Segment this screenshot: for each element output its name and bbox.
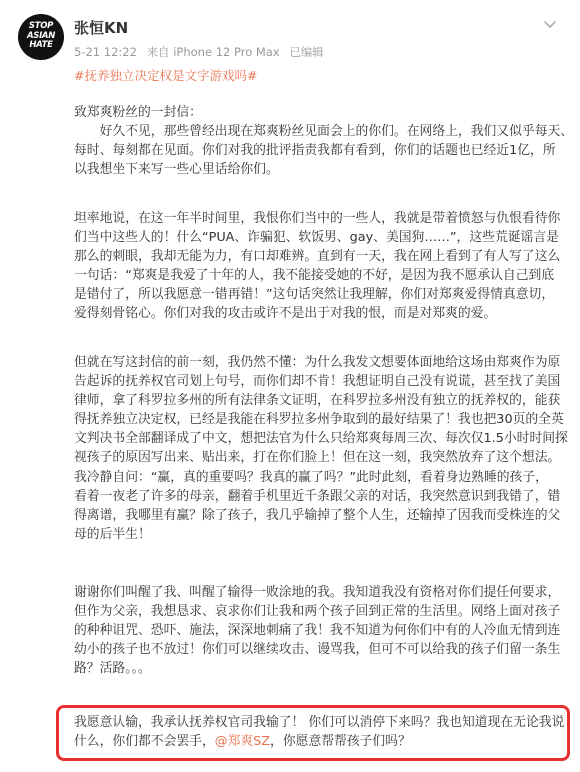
text-line: 得离谱，我哪里有赢？除了孩子，我几乎输掉了整个人生，还输掉了因我而受株连的父: [74, 507, 561, 523]
text-line: 一句话：“郑爽是我爱了十年的人，我不能接受她的不好，是因为我不愿承认自己到底: [74, 268, 555, 284]
post-meta: [74, 44, 330, 60]
paragraph-3: [74, 353, 568, 544]
text-line: 但作为父亲，我想恳求、哀求你们让我和两个孩子回到正常的生活里。网络上面对孩子: [74, 604, 561, 620]
text-line: 律师，拿了科罗拉多州的所有法律条文证明，在科罗拉多州没有独立的抚养权的，能获: [74, 393, 561, 409]
post-body: [74, 103, 574, 703]
text-line: 好久不见，那些曾经出现在郑爽粉丝见面会上的你们。在网络上，我们又似乎每天、: [74, 124, 574, 140]
text-line: 致郑爽粉丝的一封信：: [74, 105, 202, 120]
text-line: 们当中这些人的！什么“PUA、诈骗犯、软饭男、gay、美国狗……”，这些荒诞谣言是: [74, 230, 559, 246]
text-line: 的种种诅咒、恐吓、施法，深深地刺痛了我！我不知道为何你们中有的人冷血无情到连: [74, 623, 561, 639]
mention-link[interactable]: @郑爽SZ: [214, 734, 271, 750]
text-line: 每时、每刻都在见面。你们对我的批评指责我都有看到，你们的话题也已经近1亿，所: [74, 143, 556, 159]
edited-label[interactable]: 已编辑: [289, 45, 324, 59]
text-line: 以我想坐下来写一些心里话给你们。: [74, 162, 279, 178]
post-date[interactable]: 5-21 12:22: [74, 45, 137, 59]
text-segment: 什么，你们都不会罢手，: [74, 734, 215, 750]
text-line: 幼小的孩子也不放过！你们可以继续攻击、谩骂我，但可不可以给我的孩子们留一条生: [74, 642, 561, 658]
post-header: [18, 14, 562, 64]
text-line: 谢谢你们叫醒了我、叫醒了输得一败涂地的我。我知道我没有资格对你们提任何要求，: [74, 585, 561, 600]
text-line: 但就在写这封信的前一刻，我仍然不懂：为什么我发文想要体面地给这场由郑爽作为原: [74, 355, 561, 370]
text-line: 我愿意认输，我承认抚养权官司我输了！ 你们可以消停下来吗？我也知道现在无论我说: [74, 715, 565, 730]
paragraph-2: [74, 209, 562, 324]
paragraph-4: [74, 583, 562, 678]
final-paragraph: [74, 713, 565, 753]
text-line: 坦率地说，在这一年半时间里，我恨你们当中的一些人，我就是带着愤怒与仇恨看待你: [74, 211, 561, 226]
text-line: 那么的刺眼，我却无能为力，有口却难辨。直到有一天，我在网上看到了有人写了这么: [74, 249, 561, 265]
avatar-logo-text: STOP ASIAN HATE: [26, 21, 56, 50]
text-line: 爱得刻骨铭心。你们对我的攻击或许不是出于对我的恨，而是对郑爽的爱。: [74, 306, 497, 322]
username[interactable]: 张恒KN: [74, 19, 129, 37]
text-line: 文判决书全部翻译成了中文，想把法官为什么只给郑爽每周三次、每次仅1.5小时时间探: [74, 431, 568, 447]
text-line: 视孩子的原因写出来、贴出来，打在你们脸上！但在这一刻，我突然放弃了这个想法。: [74, 450, 561, 466]
post-source: 来自 iPhone 12 Pro Max: [146, 45, 280, 59]
text-line: 看着一夜老了许多的母亲，翻着手机里近千条跟父亲的对话，我突然意识到我错了，错: [74, 488, 561, 504]
text-line: 是错付了，所以我愿意一错再错！”这句话突然让我理解，你们对郑爽爱得情真意切，: [74, 287, 555, 303]
text-line: 告起诉的抚养权官司划上句号，而你们却不肯！我想证明自己没有说谎，甚至找了美国: [74, 374, 561, 390]
text-line: [74, 732, 562, 751]
avatar[interactable]: [18, 14, 64, 60]
paragraph-1: [74, 103, 574, 179]
text-line: 得抚养独立决定权，已经是我能在科罗拉多州争取到的最好结果了！我也把30页的全英: [74, 412, 564, 428]
text-line: 母的后半生！: [74, 526, 151, 542]
topic-hashtag-link[interactable]: #抚养独立决定权是文字游戏吗#: [74, 68, 258, 83]
chevron-down-icon[interactable]: [542, 16, 558, 32]
text-line: 我冷静自问：“赢，真的重要吗？我真的赢了吗？”此时此刻，看着身边熟睡的孩子，: [74, 469, 548, 485]
text-segment: ，你愿意帮帮孩子们吗？: [270, 734, 411, 750]
text-line: 路？活路。。。: [74, 661, 151, 677]
